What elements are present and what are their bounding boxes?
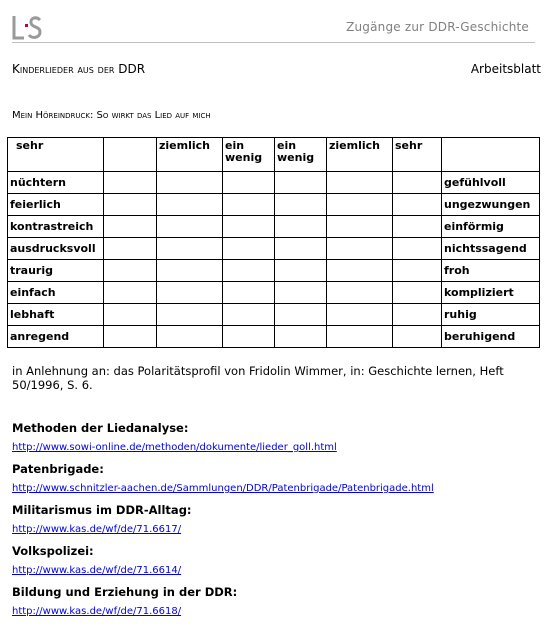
right-adjective: kompliziert: [442, 282, 540, 304]
rating-cell[interactable]: [223, 172, 275, 194]
rating-cell[interactable]: [223, 304, 275, 326]
table-row: [8, 238, 540, 260]
rating-cell[interactable]: [393, 260, 442, 282]
link-url[interactable]: http://www.sowi-online.de/methoden/dokumente/lieder_goll.html: [12, 442, 337, 453]
polarity-profile-table: [7, 137, 540, 348]
rating-cell[interactable]: [104, 304, 157, 326]
rating-cell[interactable]: [327, 238, 393, 260]
right-adjective: gefühlvoll: [442, 172, 540, 194]
table-row: [8, 172, 540, 194]
link-block-volkspolizei: [12, 545, 537, 577]
table-row: [8, 260, 540, 282]
right-adjective: froh: [442, 260, 540, 282]
rating-cell[interactable]: [393, 282, 442, 304]
rating-cell[interactable]: [104, 238, 157, 260]
link-url[interactable]: http://www.schnitzler-aachen.de/Sammlungen/DDR/Patenbrigade/Patenbrigade.html: [12, 483, 434, 494]
rating-cell[interactable]: [223, 216, 275, 238]
rating-cell[interactable]: [223, 260, 275, 282]
rating-cell[interactable]: [393, 194, 442, 216]
lis-logo-icon: [12, 14, 44, 40]
rating-cell[interactable]: [393, 238, 442, 260]
rating-cell[interactable]: [393, 304, 442, 326]
left-adjective: anregend: [8, 326, 104, 348]
link-block-militarismus: [12, 504, 537, 536]
left-adjective: feierlich: [8, 194, 104, 216]
rating-cell[interactable]: [104, 216, 157, 238]
rating-cell[interactable]: [223, 282, 275, 304]
rating-cell[interactable]: [104, 194, 157, 216]
page-header: [12, 14, 535, 43]
table-row: [8, 216, 540, 238]
link-block-liedanalyse: [12, 422, 537, 454]
link-heading: Volkspolizei:: [12, 544, 94, 558]
rating-cell[interactable]: [104, 326, 157, 348]
rating-cell[interactable]: [157, 216, 223, 238]
left-adjective: einfach: [8, 282, 104, 304]
rating-cell[interactable]: [104, 260, 157, 282]
right-adjective: beruhigend: [442, 326, 540, 348]
source-note: in Anlehnung an: das Polaritätsprofil von Fridolin Wimmer, in: Geschichte lernen, Heft 50/1996, S. 6.: [12, 364, 504, 392]
table-row: [8, 282, 540, 304]
header-cell: [104, 138, 157, 172]
document-type: Arbeitsblatt: [470, 62, 541, 76]
header-cell: sehr: [8, 138, 104, 172]
rating-cell[interactable]: [327, 172, 393, 194]
header-cell: sehr: [393, 138, 442, 172]
rating-cell[interactable]: [327, 216, 393, 238]
table-row: [8, 304, 540, 326]
rating-cell[interactable]: [275, 326, 327, 348]
link-heading: Patenbrigade:: [12, 462, 104, 476]
rating-cell[interactable]: [393, 216, 442, 238]
header-cell: [442, 138, 540, 172]
section-title: Mein Höreindruck: So wirkt das Lied auf mich: [12, 110, 211, 121]
rating-cell[interactable]: [275, 172, 327, 194]
rating-cell[interactable]: [327, 260, 393, 282]
table-row: [8, 194, 540, 216]
right-adjective: nichtssagend: [442, 238, 540, 260]
left-adjective: lebhaft: [8, 304, 104, 326]
rating-cell[interactable]: [157, 172, 223, 194]
rating-cell[interactable]: [393, 326, 442, 348]
rating-cell[interactable]: [327, 304, 393, 326]
left-adjective: traurig: [8, 260, 104, 282]
rating-cell[interactable]: [275, 304, 327, 326]
link-url[interactable]: http://www.kas.de/wf/de/71.6618/: [12, 606, 182, 617]
right-adjective: ruhig: [442, 304, 540, 326]
rating-cell[interactable]: [327, 194, 393, 216]
rating-cell[interactable]: [275, 194, 327, 216]
rating-cell[interactable]: [223, 238, 275, 260]
rating-cell[interactable]: [275, 260, 327, 282]
link-heading: Bildung und Erziehung in der DDR:: [12, 585, 238, 599]
rating-cell[interactable]: [157, 326, 223, 348]
link-block-patenbrigade: [12, 463, 537, 495]
link-url[interactable]: http://www.kas.de/wf/de/71.6614/: [12, 565, 182, 576]
link-heading: Militarismus im DDR-Alltag:: [12, 503, 192, 517]
right-adjective: ungezwungen: [442, 194, 540, 216]
table-header-row: [8, 138, 540, 172]
rating-cell[interactable]: [275, 282, 327, 304]
document-title: Kinderlieder aus der DDR: [12, 62, 146, 76]
rating-cell[interactable]: [104, 282, 157, 304]
header-cell: ein wenig: [223, 138, 275, 172]
rating-cell[interactable]: [275, 238, 327, 260]
header-cell: ziemlich: [327, 138, 393, 172]
rating-cell[interactable]: [327, 326, 393, 348]
rating-cell[interactable]: [157, 260, 223, 282]
left-adjective: kontrastreich: [8, 216, 104, 238]
rating-cell[interactable]: [393, 172, 442, 194]
link-heading: Methoden der Liedanalyse:: [12, 421, 189, 435]
header-cell: ziemlich: [157, 138, 223, 172]
rating-cell[interactable]: [327, 282, 393, 304]
rating-cell[interactable]: [275, 216, 327, 238]
header-title: Zugänge zur DDR-Geschichte: [346, 20, 529, 34]
left-adjective: ausdrucksvoll: [8, 238, 104, 260]
rating-cell[interactable]: [157, 304, 223, 326]
rating-cell[interactable]: [223, 326, 275, 348]
rating-cell[interactable]: [104, 172, 157, 194]
right-adjective: einförmig: [442, 216, 540, 238]
link-url[interactable]: http://www.kas.de/wf/de/71.6617/: [12, 524, 182, 535]
left-adjective: nüchtern: [8, 172, 104, 194]
rating-cell[interactable]: [157, 194, 223, 216]
rating-cell[interactable]: [157, 282, 223, 304]
rating-cell[interactable]: [157, 238, 223, 260]
header-cell: ein wenig: [275, 138, 327, 172]
rating-cell[interactable]: [223, 194, 275, 216]
link-block-bildung: [12, 586, 537, 618]
table-row: [8, 326, 540, 348]
